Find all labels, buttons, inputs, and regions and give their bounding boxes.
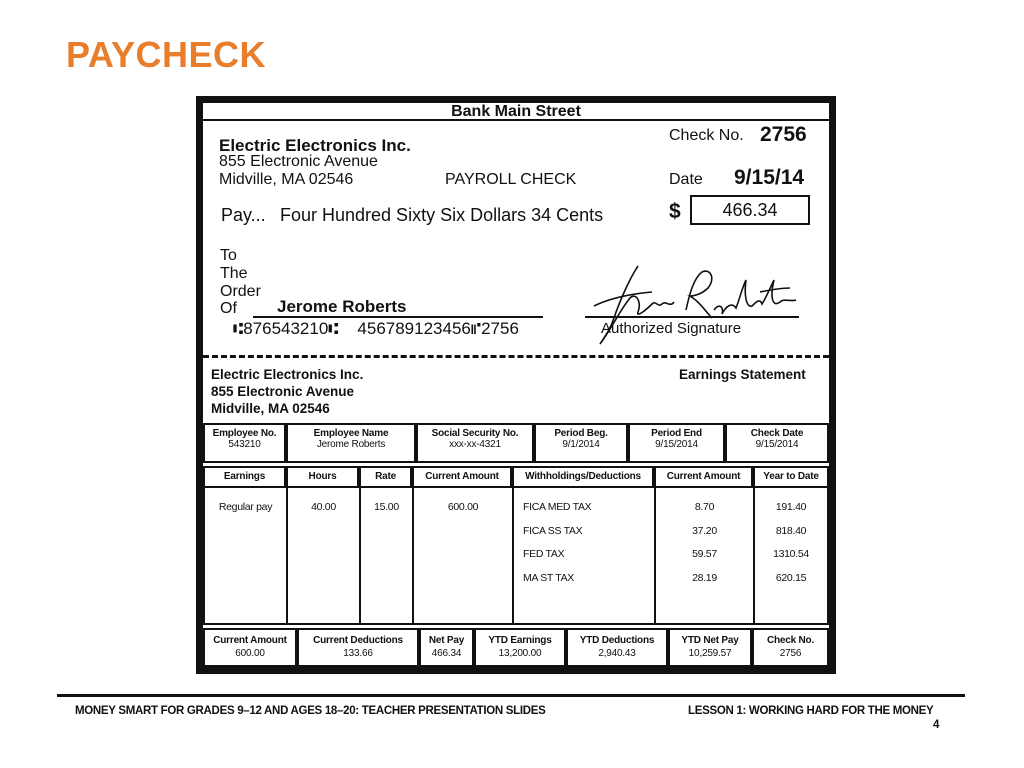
footer-divider — [57, 694, 965, 697]
dollar-sign: $ — [669, 200, 681, 223]
deduction-name: FICA SS TAX — [523, 525, 583, 537]
summary-ytd-earnings — [474, 628, 566, 667]
to-label: To — [220, 247, 237, 264]
deduction-current: 59.57 — [692, 548, 717, 560]
of-label: Of — [220, 300, 237, 317]
summary-label: YTD Earnings — [488, 635, 552, 646]
info-employee-no — [203, 423, 286, 463]
info-value: 543210 — [228, 439, 261, 450]
stub-company-name: Electric Electronics Inc. — [211, 367, 364, 382]
micr-check-number: 2756 — [481, 319, 519, 338]
summary-value: 133.66 — [343, 648, 373, 659]
deduction-ytd: 1310.54 — [773, 548, 809, 560]
payee-name: Jerome Roberts — [277, 297, 407, 316]
summary-ytd-net-pay — [668, 628, 752, 667]
deduction-name: FED TAX — [523, 548, 565, 560]
micr-line — [233, 319, 519, 339]
summary-label: Net Pay — [428, 635, 465, 646]
deduction-current: 8.70 — [694, 501, 715, 513]
info-label: Check Date — [750, 428, 804, 439]
amount-box: 466.34 — [690, 195, 810, 225]
earnings-hours: 40.00 — [311, 501, 336, 513]
page-number: 4 — [933, 719, 940, 731]
summary-label: Current Amount — [213, 635, 287, 646]
deduction-current: 37.20 — [692, 525, 717, 537]
check-number: 2756 — [760, 123, 807, 146]
summary-value: 2,940.43 — [598, 648, 636, 659]
info-value: 9/1/2014 — [562, 439, 600, 450]
slide-title: PAYCHECK — [66, 34, 267, 75]
info-value: xxx-xx-4321 — [449, 439, 501, 450]
info-ssn — [416, 423, 534, 463]
deduction-ytd: 818.40 — [775, 525, 807, 537]
summary-ytd-deductions — [566, 628, 668, 667]
deductions-current-column — [654, 486, 755, 625]
info-check-date — [725, 423, 829, 463]
header-deduction-current: Current Amount — [654, 466, 753, 488]
bank-name: Bank Main Street — [203, 103, 829, 121]
deductions-ytd-column — [753, 486, 829, 625]
info-label: Period Beg. — [554, 428, 608, 439]
earnings-rate: 15.00 — [374, 501, 399, 513]
info-period-end — [628, 423, 725, 463]
account-number: 456789123456 — [357, 319, 471, 338]
check-type: PAYROLL CHECK — [445, 171, 577, 188]
stub-company-address1: 855 Electronic Avenue — [211, 384, 355, 399]
info-label: Social Security No. — [431, 428, 519, 439]
header-current-amount: Current Amount — [412, 466, 512, 488]
rate-column — [359, 486, 414, 625]
summary-value: 10,259.57 — [688, 648, 732, 659]
summary-current-amount — [203, 628, 297, 667]
summary-current-deductions — [297, 628, 419, 667]
info-label: Employee No. — [212, 428, 277, 439]
amount-in-words: Four Hundred Sixty Six Dollars 34 Cents — [280, 205, 604, 225]
summary-value: 2756 — [779, 648, 802, 659]
the-label: The — [220, 265, 248, 282]
summary-value: 13,200.00 — [498, 648, 542, 659]
header-earnings: Earnings — [203, 466, 286, 488]
perforation-line — [203, 355, 829, 358]
summary-net-pay — [419, 628, 474, 667]
info-value: 9/15/2014 — [755, 439, 799, 450]
deduction-current: 28.19 — [692, 572, 717, 584]
hours-column — [286, 486, 361, 625]
info-period-beg — [534, 423, 628, 463]
summary-check-no — [752, 628, 829, 667]
order-label: Order — [220, 283, 261, 300]
payee-line — [253, 316, 543, 318]
header-hours: Hours — [286, 466, 359, 488]
deduction-name: FICA MED TAX — [523, 501, 592, 513]
earnings-amount: 600.00 — [447, 501, 479, 513]
summary-value: 600.00 — [235, 648, 265, 659]
earnings-statement-title: Earnings Statement — [679, 367, 806, 382]
deduction-ytd: 620.15 — [775, 572, 807, 584]
routing-number: 876543210 — [243, 319, 329, 338]
deduction-name: MA ST TAX — [523, 572, 574, 584]
deductions-name-column — [512, 486, 656, 625]
signature-line — [585, 316, 799, 318]
micr-onus-icon: ⑈ — [470, 319, 482, 338]
current-amount-column — [412, 486, 514, 625]
header-rate: Rate — [359, 466, 412, 488]
micr-transit-icon: ⑆ — [328, 319, 339, 338]
header-year-to-date: Year to Date — [753, 466, 829, 488]
info-label: Period End — [651, 428, 702, 439]
footer-course-title: MONEY SMART FOR GRADES 9–12 AND AGES 18–20: TEACHER PRESENTATION SLIDES — [75, 705, 546, 717]
info-label: Employee Name — [313, 428, 389, 439]
deduction-ytd: 191.40 — [775, 501, 807, 513]
summary-value: 466.34 — [431, 648, 462, 659]
summary-label: YTD Net Pay — [681, 635, 739, 646]
earnings-type: Regular pay — [218, 501, 273, 513]
header-withholdings: Withholdings/Deductions — [512, 466, 654, 488]
summary-label: Current Deductions — [313, 635, 403, 646]
check-date: 9/15/14 — [734, 166, 805, 189]
pay-prefix: Pay... — [221, 205, 266, 225]
earnings-column — [203, 486, 288, 625]
check-no-label: Check No. — [669, 127, 744, 144]
stub-company-address2: Midville, MA 02546 — [211, 401, 330, 416]
info-employee-name — [286, 423, 416, 463]
micr-transit-icon: ⑆ — [233, 319, 244, 338]
check-company-address1: 855 Electronic Avenue — [219, 153, 378, 170]
date-label: Date — [669, 171, 703, 188]
signature-label: Authorized Signature — [601, 320, 742, 337]
summary-label: Check No. — [766, 635, 815, 646]
footer-lesson-title: LESSON 1: WORKING HARD FOR THE MONEY — [688, 705, 934, 717]
summary-label: YTD Deductions — [579, 635, 655, 646]
info-value: Jerome Roberts — [316, 439, 386, 450]
check-company-name: Electric Electronics Inc. — [219, 136, 411, 155]
info-value: 9/15/2014 — [655, 439, 698, 450]
check-company-address2: Midville, MA 02546 — [219, 171, 354, 188]
